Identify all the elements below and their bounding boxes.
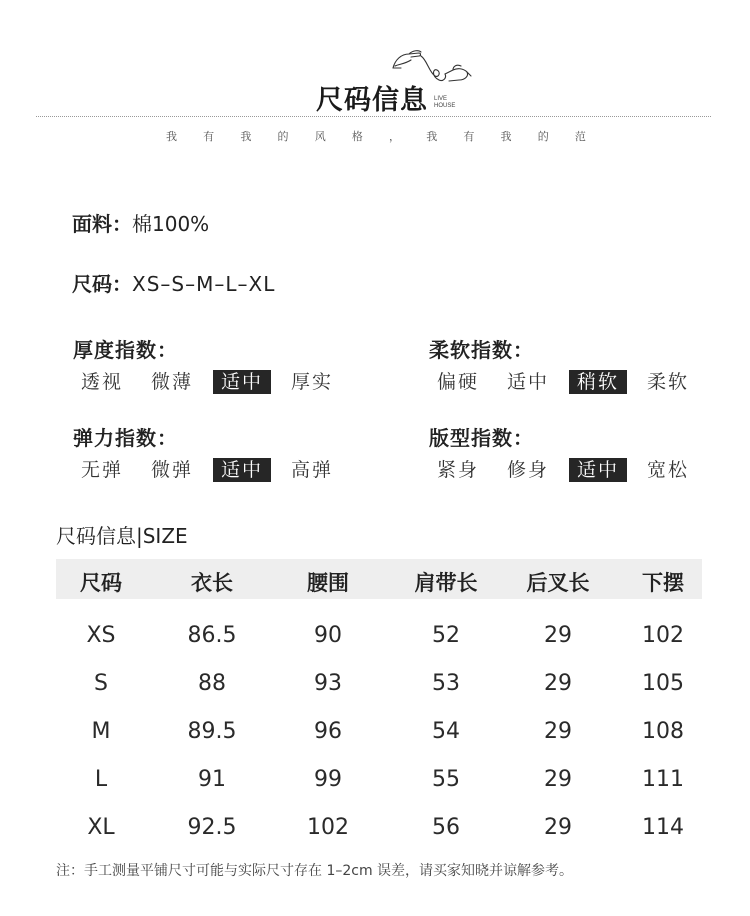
sizes-line: [72, 268, 275, 297]
index-option: 宽松: [646, 459, 689, 481]
fabric-value: 棉100%: [132, 212, 210, 236]
index-options: [73, 369, 341, 395]
table-row: [56, 617, 702, 657]
index-title: 厚度指数：: [73, 338, 178, 362]
measurement-note: 注：手工测量平铺尺寸可能与实际尺寸存在 1–2cm 误差，请买家知晓并谅解参考。: [56, 863, 574, 879]
index-fit: [429, 422, 697, 483]
header-cell: 下摆: [642, 571, 684, 595]
slogan-char: 范: [574, 130, 586, 143]
header-cell: 肩带长: [414, 571, 478, 595]
table-cell: 55: [432, 767, 460, 792]
header-cell: 腰围: [307, 571, 349, 595]
index-options: [429, 457, 697, 483]
logo-text-line: LIVE: [434, 96, 448, 102]
table-cell: 89.5: [187, 719, 237, 744]
page-title: 尺码信息: [316, 85, 428, 116]
table-row: [56, 665, 702, 705]
slogan-char: 有: [463, 130, 475, 143]
size-table-header: [56, 559, 702, 599]
index-option: 厚实: [290, 371, 333, 393]
table-cell: 29: [544, 815, 572, 840]
logo-text: [434, 96, 455, 110]
table-cell: 29: [544, 767, 572, 792]
table-cell: 90: [314, 623, 342, 648]
header-cell: 衣长: [191, 571, 233, 595]
table-cell: 108: [642, 719, 684, 744]
table-cell: 99: [314, 767, 342, 792]
table-cell: 56: [432, 815, 460, 840]
table-cell: 86.5: [187, 623, 237, 648]
index-title: 版型指数：: [429, 426, 534, 450]
index-options: [429, 369, 697, 395]
slogan-char: 格: [351, 130, 363, 143]
index-title: 柔软指数：: [429, 338, 534, 362]
index-option-selected: 适中: [213, 458, 271, 482]
table-row: [56, 713, 702, 753]
fabric-line: [72, 208, 209, 237]
index-option-selected: 稍软: [569, 370, 627, 394]
table-cell: 114: [642, 815, 684, 840]
index-option: 微薄: [150, 371, 193, 393]
table-cell: M: [91, 719, 111, 744]
index-option: 适中: [506, 371, 549, 393]
index-options: [73, 457, 341, 483]
index-elasticity: [73, 422, 341, 483]
table-cell: 54: [432, 719, 460, 744]
fabric-label: 面料：: [72, 212, 132, 236]
table-cell: 29: [544, 671, 572, 696]
index-option: 偏硬: [436, 371, 479, 393]
table-cell: 91: [198, 767, 226, 792]
slogan-char: 我: [500, 130, 512, 143]
table-cell: 92.5: [187, 815, 237, 840]
table-cell: XL: [87, 815, 115, 840]
index-option: 柔软: [646, 371, 689, 393]
index-option: 微弹: [150, 459, 193, 481]
slogan-char: 有: [203, 130, 215, 143]
table-cell: 29: [544, 719, 572, 744]
sizes-label: 尺码：: [72, 272, 132, 296]
table-cell: 88: [198, 671, 226, 696]
table-cell: 105: [642, 671, 684, 696]
index-softness: [429, 334, 697, 395]
header-cell: 后叉长: [526, 571, 590, 595]
slogan-char: 我: [240, 130, 252, 143]
slogan-char: 的: [537, 130, 549, 143]
index-option: 高弹: [290, 459, 333, 481]
index-option: 无弹: [80, 459, 123, 481]
slogan-char: 的: [277, 130, 289, 143]
table-cell: S: [94, 671, 108, 696]
index-thickness: [73, 334, 341, 395]
index-option-selected: 适中: [213, 370, 271, 394]
table-cell: 93: [314, 671, 342, 696]
logo-text-line: HOUSE: [434, 103, 456, 109]
table-cell: XS: [86, 623, 116, 648]
size-table-title: 尺码信息|SIZE: [56, 524, 188, 548]
table-cell: 102: [642, 623, 684, 648]
table-cell: 52: [432, 623, 460, 648]
slogan-char: 我: [426, 130, 438, 143]
sizes-value: XS–S–M–L–XL: [132, 272, 276, 296]
index-title: 弹力指数：: [73, 426, 178, 450]
table-cell: 102: [307, 815, 349, 840]
table-row: [56, 761, 702, 801]
table-cell: 53: [432, 671, 460, 696]
divider: [36, 116, 711, 117]
index-option: 透视: [80, 371, 123, 393]
header-cell: 尺码: [80, 571, 122, 595]
table-cell: 29: [544, 623, 572, 648]
slogan-char: ，: [389, 130, 401, 143]
index-option-selected: 适中: [569, 458, 627, 482]
index-option: 修身: [506, 459, 549, 481]
table-cell: 96: [314, 719, 342, 744]
slogan-char: 风: [314, 130, 326, 143]
table-cell: 111: [642, 767, 684, 792]
slogan-char: 我: [166, 130, 177, 143]
table-row: [56, 809, 702, 849]
slogan: [166, 128, 586, 144]
index-option: 紧身: [436, 459, 479, 481]
table-cell: L: [94, 767, 108, 792]
